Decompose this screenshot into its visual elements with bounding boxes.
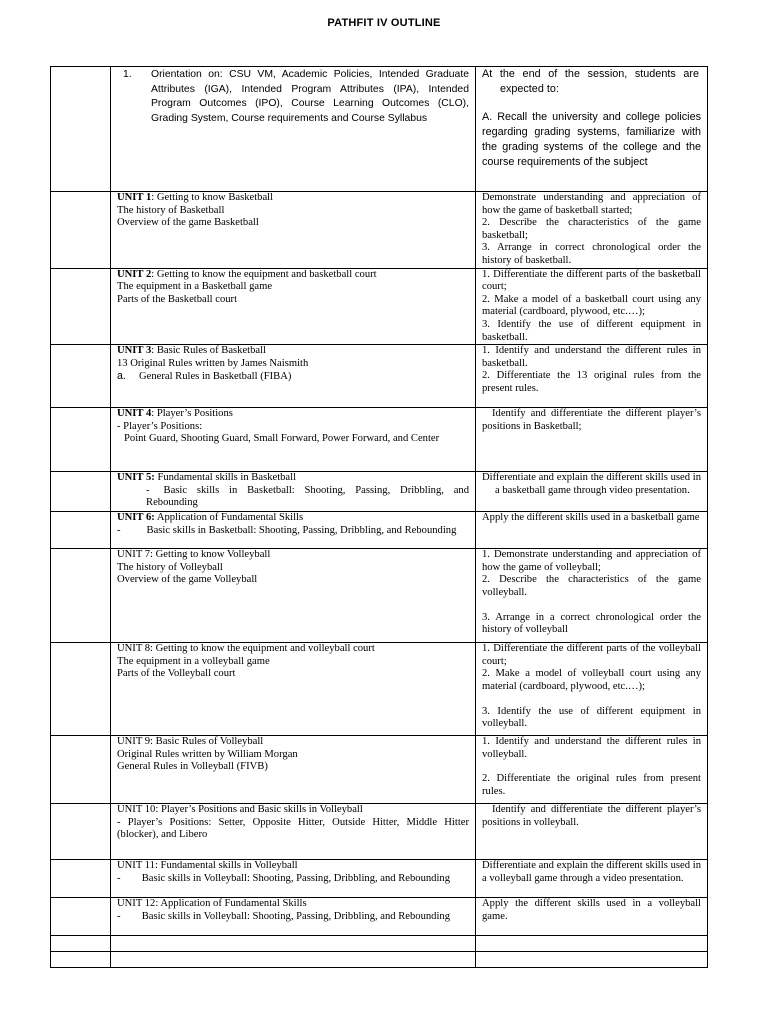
unit-heading: UNIT 9: Basic Rules of Volleyball xyxy=(117,736,264,748)
table-row xyxy=(51,268,708,345)
unit-title: Getting to know the equipment and basketball court xyxy=(156,268,377,280)
outcome-cell xyxy=(476,408,708,472)
topic-cell xyxy=(111,860,476,898)
unit-label: UNIT 3 xyxy=(117,345,152,357)
table-row xyxy=(51,860,708,898)
topic-cell xyxy=(111,472,476,512)
topic-cell: UNIT 1: Getting to know Basketball The history of Basketball Overview of the game Basketball xyxy=(111,192,476,269)
bullet-dash: - xyxy=(146,484,150,496)
outcome-cell xyxy=(476,549,708,643)
topic-cell: UNIT 2: Getting to know the equipment and basketball court The equipment in a Basketball game Parts of the Basketball court xyxy=(111,268,476,345)
unit-line: General Rules in Basketball (FIBA) xyxy=(139,371,292,383)
blank-cell xyxy=(51,898,111,936)
unit-line: Overview of the game Volleyball xyxy=(117,574,258,586)
topic-cell xyxy=(111,512,476,549)
unit-line: - Player’s Positions: Setter, Opposite Hitter, Outside Hitter, Middle Hitter (blocker), and Libero xyxy=(117,816,469,841)
unit-title: Basic Rules of Basketball xyxy=(156,345,266,357)
skills-text: Basic skills in Basketball: Shooting, Passing, Dribbling, and Rebounding xyxy=(146,484,469,509)
unit-label: UNIT 1 xyxy=(117,192,152,203)
unit-label: UNIT 4 xyxy=(117,408,152,420)
outcome-text: 2. Differentiate the 13 original rules from the present rules. xyxy=(482,370,701,394)
table-row xyxy=(51,804,708,860)
outcome-text: 1. Demonstrate understanding and appreciation of how the game of volleyball; xyxy=(482,549,701,573)
table-row xyxy=(51,512,708,549)
outcome-cell xyxy=(476,472,708,512)
unit-heading: UNIT 10: Player’s Positions and Basic skills in Volleyball xyxy=(117,804,363,816)
topic-cell xyxy=(111,549,476,643)
blank-cell xyxy=(51,472,111,512)
topic-cell: UNIT 3: Basic Rules of Basketball 13 Original Rules written by James Naismith a. General Rules in Basketball (FIBA) xyxy=(111,345,476,408)
unit-heading: UNIT 12: Application of Fundamental Skills xyxy=(117,898,307,910)
blank-cell xyxy=(111,936,476,952)
outcome-text: 1. Identify and understand the different rules in basketball. xyxy=(482,345,701,369)
unit-heading: UNIT 7: Getting to know Volleyball xyxy=(117,549,271,561)
outcome-text: A. Recall the university and college policies regarding grading systems, familiarize with the grading systems of the college and the course requirements of the subject xyxy=(482,111,701,168)
table-row xyxy=(51,67,708,192)
sub-marker: a. xyxy=(117,370,126,383)
unit-line: The equipment in a volleyball game xyxy=(117,655,270,667)
unit-label: UNIT 5: xyxy=(117,472,155,484)
blank-cell xyxy=(51,952,111,968)
positions-text: Point Guard, Shooting Guard, Small Forward, Power Forward, and Center xyxy=(124,433,440,445)
table-row xyxy=(51,736,708,804)
table-row xyxy=(51,898,708,936)
table-row xyxy=(51,408,708,472)
outcome-text: Apply the different skills used in a volleyball game. xyxy=(482,898,701,922)
topic-cell xyxy=(111,643,476,736)
outcome-text: Apply the different skills used in a basketball game xyxy=(482,512,700,524)
table-row xyxy=(51,643,708,736)
blank-cell xyxy=(51,860,111,898)
blank-cell xyxy=(111,952,476,968)
outcome-text: 1. Differentiate the different parts of the basketball court; xyxy=(482,268,701,293)
outcome-cell xyxy=(476,736,708,804)
unit-line: General Rules in Volleyball (FIVB) xyxy=(117,761,268,773)
outcome-text: 1. Differentiate the different parts of the volleyball court; xyxy=(482,643,701,667)
unit-line: The history of Basketball xyxy=(117,204,225,216)
outcome-cell xyxy=(476,268,708,345)
empty-row xyxy=(51,952,708,968)
outcome-cell xyxy=(476,345,708,408)
unit-title: Player’s Positions xyxy=(156,408,233,420)
unit-title: Application of Fundamental Skills xyxy=(156,512,304,524)
blank-cell xyxy=(51,512,111,549)
outcome-text: Differentiate and explain the different skills used in a volleyball game through a video presentation. xyxy=(482,860,701,884)
topic-cell xyxy=(111,804,476,860)
page-title: PATHFIT IV OUTLINE xyxy=(327,17,441,29)
blank-cell xyxy=(51,936,111,952)
table-row xyxy=(51,549,708,643)
blank-cell xyxy=(51,643,111,736)
orientation-topic: Orientation on: CSU VM, Academic Policies, Intended Graduate Attributes (IGA), Intended Program Attributes (IPA), Intended Program Outcomes (IPO), Course Learning Outcomes (CLO), Grading System, Course requirements and Course Syllabus xyxy=(151,69,469,125)
empty-row xyxy=(51,936,708,952)
unit-line: - Basic skills in Volleyball: Shooting, Passing, Dribbling, and Rebounding xyxy=(117,910,451,922)
outcome-text: 1. Identify and understand the different rules in volleyball. xyxy=(482,736,701,760)
unit-label: UNIT 2 xyxy=(117,268,152,280)
blank-cell xyxy=(51,192,111,269)
blank-cell xyxy=(51,345,111,408)
outcome-text: 3. Arrange in a correct chronological order the history of volleyball xyxy=(482,611,701,636)
table-row xyxy=(51,192,708,269)
outcome-cell xyxy=(476,192,708,269)
unit-line: 13 Original Rules written by James Naismith xyxy=(117,357,309,369)
blank-cell xyxy=(51,549,111,643)
unit-heading: UNIT 8: Getting to know the equipment and volleyball court xyxy=(117,643,375,655)
outcome-intro: At the end of the session, students are expected to: xyxy=(482,68,699,95)
unit-line: - Player’s Positions: xyxy=(117,420,203,432)
unit-line: Original Rules written by William Morgan xyxy=(117,748,298,760)
outcome-cell xyxy=(476,67,708,192)
unit-line: Overview of the game Basketball xyxy=(117,217,259,229)
outcome-text: Identify and differentiate the different player’s positions in volleyball. xyxy=(482,804,701,828)
blank-cell xyxy=(476,952,708,968)
blank-cell xyxy=(51,268,111,345)
outcome-cell xyxy=(476,512,708,549)
outcome-text: Differentiate and explain the different skills used in a basketball game through video presentation. xyxy=(482,472,701,496)
unit-title: Getting to know Basketball xyxy=(156,192,274,203)
outcome-text: 2. Make a model of a basketball court using any material (cardboard, plywood, etc.…); xyxy=(482,293,701,318)
table-row xyxy=(51,345,708,408)
topic-cell xyxy=(111,898,476,936)
outcome-text: 3. Arrange in correct chronological order the history of basketball. xyxy=(482,242,701,266)
outcome-text: 2. Differentiate the original rules from present rules. xyxy=(482,773,701,797)
outcome-text: 2. Make a model of volleyball court using any material (cardboard, plywood, etc.…); xyxy=(482,668,701,692)
topic-cell xyxy=(111,67,476,192)
topic-cell: UNIT 4: Player’s Positions - Player’s Positions: Point Guard, Shooting Guard, Small Forward, Power Forward, and Center xyxy=(111,408,476,472)
blank-cell xyxy=(476,936,708,952)
outcome-cell xyxy=(476,804,708,860)
unit-line: The equipment in a Basketball game xyxy=(117,281,273,293)
unit-line: - Basic skills in Volleyball: Shooting, Passing, Dribbling, and Rebounding xyxy=(117,872,451,884)
outcome-cell xyxy=(476,643,708,736)
unit-line: Parts of the Volleyball court xyxy=(117,668,236,680)
outcome-text: 2. Describe the characteristics of the game volleyball. xyxy=(482,574,701,598)
bullet-dash: - xyxy=(117,524,121,536)
blank-cell xyxy=(51,67,111,192)
outcome-text: 3. Identify the use of different equipment in volleyball. xyxy=(482,705,701,730)
outcome-text: 2. Describe the characteristics of the game basketball; xyxy=(482,217,701,241)
outcome-cell xyxy=(476,898,708,936)
blank-cell xyxy=(51,408,111,472)
outcome-text: 3. Identify the use of different equipment in basketball. xyxy=(482,318,701,343)
unit-line: Parts of the Basketball court xyxy=(117,293,238,305)
outcome-text: Identify and differentiate the different player’s positions in Basketball; xyxy=(482,408,701,432)
blank-cell xyxy=(51,736,111,804)
outcome-cell xyxy=(476,860,708,898)
unit-line: The history of Volleyball xyxy=(117,561,223,573)
unit-heading: UNIT 11: Fundamental skills in Volleyball xyxy=(117,860,298,872)
list-number: 1. xyxy=(123,69,132,80)
outline-table xyxy=(50,66,708,968)
table-row xyxy=(51,472,708,512)
unit-title: Fundamental skills in Basketball xyxy=(157,472,297,484)
outcome-text: Demonstrate understanding and appreciation of how the game of basketball started; xyxy=(482,192,701,216)
topic-cell xyxy=(111,736,476,804)
unit-label: UNIT 6: xyxy=(117,512,155,524)
skills-text: Basic skills in Basketball: Shooting, Passing, Dribbling, and Rebounding xyxy=(146,524,457,536)
blank-cell xyxy=(51,804,111,860)
